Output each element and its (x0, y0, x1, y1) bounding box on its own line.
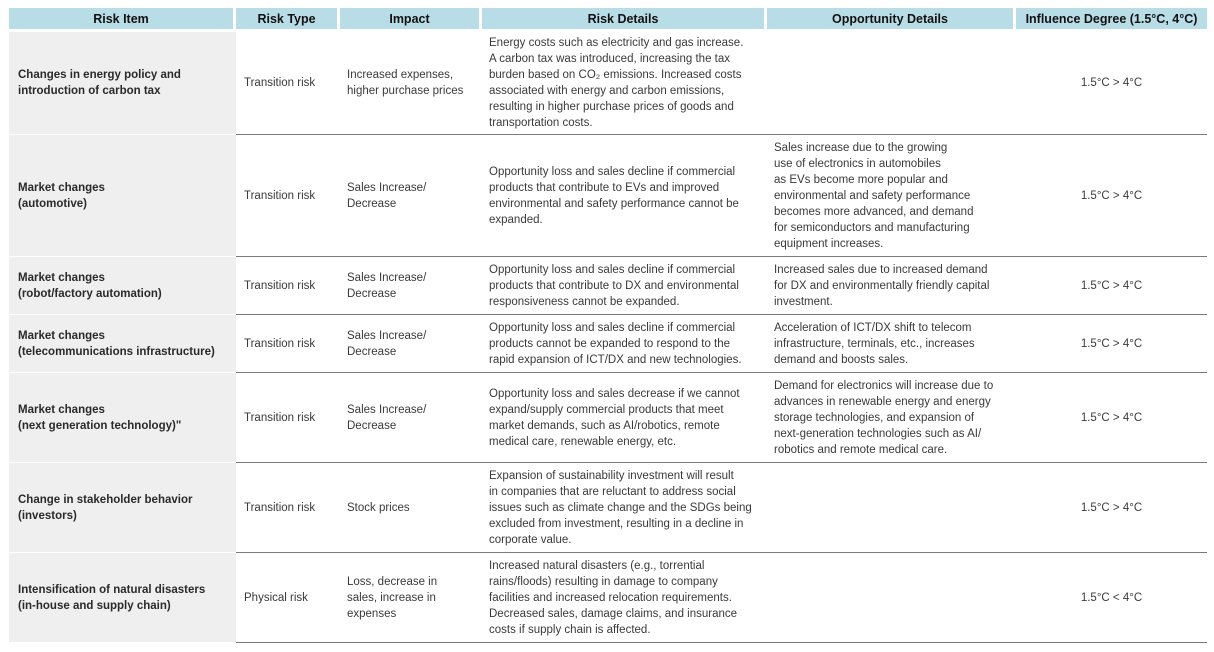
table-row (9, 315, 1207, 373)
header-opportunity-details: Opportunity Details (767, 8, 1016, 29)
impact-cell-line: Stock prices (347, 501, 410, 514)
risk-item-cell-line: (next generation technology)" (18, 419, 182, 432)
opportunity-details-cell-line: Sales increase due to the growing (774, 141, 948, 154)
risk-item-cell (9, 29, 236, 135)
risk-item-cell (9, 553, 236, 643)
risk-item-cell-line: (robot/factory automation) (18, 287, 162, 300)
opportunity-details-cell (767, 135, 1016, 257)
risk-details-cell-line: Opportunity loss and sales decline if commercial (489, 165, 736, 178)
risk-details-cell-line: Expansion of sustainability investment will result (489, 469, 734, 482)
opportunity-details-cell-line: for semiconductors and manufacturing (774, 221, 970, 234)
risk-details-cell (482, 135, 767, 257)
risk-details-cell-line: rapid expansion of ICT/DX and new technologies. (489, 353, 742, 366)
table-row (9, 29, 1207, 135)
risk-details-cell-line: medical care, renewable energy, etc. (489, 435, 677, 448)
influence-degree-cell (1016, 463, 1207, 553)
risk-item-cell-line: (telecommunications infrastructure) (18, 345, 215, 358)
risk-item-cell (9, 315, 236, 373)
risk-type-cell-line: Transition risk (244, 189, 316, 202)
risk-details-cell-line: associated with energy and carbon emissions, (489, 85, 725, 97)
opportunity-details-cell (767, 29, 1016, 135)
risk-type-cell (236, 373, 340, 463)
opportunity-details-cell (767, 257, 1016, 315)
risk-type-cell-line: Transition risk (244, 411, 316, 424)
risk-details-cell-line: burden based on CO₂ emissions. Increased costs (489, 69, 742, 81)
risk-details-cell-line: products that contribute to EVs and improved (489, 181, 720, 194)
table-row (9, 553, 1207, 643)
table-row (9, 373, 1207, 463)
risk-details-cell-line: Opportunity loss and sales decrease if we cannot (489, 387, 740, 400)
influence-degree-cell (1016, 135, 1207, 257)
influence-degree-cell-line: 1.5°C > 4°C (1080, 411, 1143, 424)
impact-cell-line: Increased expenses, (347, 69, 454, 81)
header-influence-degree: Influence Degree (1.5°C, 4°C) (1016, 8, 1207, 29)
risk-details-cell-line: issues such as climate change and the SDGs being (489, 501, 752, 514)
risk-item-cell (9, 463, 236, 553)
impact-cell (340, 553, 482, 643)
table-body (9, 29, 1207, 643)
risk-type-cell (236, 135, 340, 257)
risk-details-cell-line: resulting in higher purchase prices of goods and (489, 101, 734, 113)
influence-degree-cell (1016, 315, 1207, 373)
opportunity-details-cell-line: infrastructure, terminals, etc., increases (774, 337, 975, 350)
influence-degree-cell-line: 1.5°C > 4°C (1080, 77, 1143, 89)
risk-type-cell-line: Physical risk (244, 591, 308, 604)
impact-cell (340, 257, 482, 315)
risk-details-cell (482, 315, 767, 373)
risk-item-cell (9, 373, 236, 463)
risk-item-cell-line: (automotive) (18, 197, 87, 210)
opportunity-details-cell-line: environmental and safety performance (774, 189, 971, 202)
risk-details-cell-line: products that contribute to DX and environmental (489, 279, 739, 292)
risk-type-cell-line: Transition risk (244, 501, 316, 514)
header-impact: Impact (340, 8, 482, 29)
opportunity-details-cell-line: Acceleration of ICT/DX shift to telecom (774, 321, 972, 334)
impact-cell-line: expenses (347, 607, 397, 620)
risk-item-cell-line: Market changes (18, 329, 105, 342)
opportunity-details-cell (767, 373, 1016, 463)
risk-type-cell-line: Transition risk (244, 337, 316, 350)
table-row (9, 257, 1207, 315)
risk-details-cell-line: excluded from investment, resulting in a decline in (489, 517, 744, 530)
risk-details-cell-line: costs if supply chain is affected. (489, 623, 651, 636)
risk-details-cell-line: market demands, such as AI/robotics, remote (489, 419, 720, 432)
impact-cell (340, 373, 482, 463)
risk-details-cell-line: responsiveness cannot be expanded. (489, 295, 680, 308)
risk-type-cell (236, 463, 340, 553)
risk-item-cell-line: Change in stakeholder behavior (18, 493, 193, 506)
risk-details-cell-line: Opportunity loss and sales decline if commercial (489, 263, 736, 276)
risk-table-container (9, 8, 1207, 643)
header-risk-details: Risk Details (482, 8, 767, 29)
impact-cell (340, 315, 482, 373)
influence-degree-cell (1016, 373, 1207, 463)
opportunity-details-cell (767, 553, 1016, 643)
influence-degree-cell-line: 1.5°C > 4°C (1080, 189, 1143, 202)
risk-type-cell (236, 315, 340, 373)
risk-item-cell-line: Market changes (18, 181, 105, 194)
opportunity-details-cell-line: advances in renewable energy and energy (774, 395, 991, 408)
risk-type-cell (236, 257, 340, 315)
risk-details-cell-line: products cannot be expanded to respond to the (489, 337, 731, 350)
climate-risk-table (9, 8, 1207, 643)
opportunity-details-cell-line: robotics and remote medical care. (774, 443, 948, 456)
influence-degree-cell-line: 1.5°C > 4°C (1080, 337, 1143, 350)
risk-details-cell-line: expand/supply commercial products that meet (489, 403, 724, 416)
table-row (9, 463, 1207, 553)
opportunity-details-cell-line: use of electronics in automobiles (774, 157, 941, 170)
risk-type-cell (236, 553, 340, 643)
opportunity-details-cell-line: next-generation technologies such as AI/ (774, 427, 982, 440)
risk-details-cell-line: A carbon tax was introduced, increasing the tax (489, 53, 731, 65)
impact-cell-line: Decrease (347, 197, 397, 210)
risk-item-cell-line: (in-house and supply chain) (18, 599, 171, 612)
risk-details-cell (482, 553, 767, 643)
table-header (9, 8, 1207, 29)
opportunity-details-cell-line: Demand for electronics will increase due to (774, 379, 994, 392)
risk-item-cell-line: Market changes (18, 271, 105, 284)
risk-item-cell-line: (investors) (18, 509, 77, 522)
risk-item-cell (9, 135, 236, 257)
influence-degree-cell-line: 1.5°C > 4°C (1080, 279, 1143, 292)
impact-cell-line: Sales Increase/ (347, 329, 427, 342)
influence-degree-cell (1016, 29, 1207, 135)
impact-cell-line: sales, increase in (347, 591, 436, 604)
opportunity-details-cell (767, 463, 1016, 553)
opportunity-details-cell-line: as EVs become more popular and (774, 173, 948, 186)
impact-cell-line: Loss, decrease in (347, 575, 438, 588)
risk-item-cell-line: introduction of carbon tax (18, 85, 161, 97)
risk-details-cell-line: transportation costs. (489, 117, 593, 129)
risk-details-cell-line: rains/floods) resulting in damage to company (489, 575, 718, 588)
impact-cell (340, 135, 482, 257)
impact-cell (340, 29, 482, 135)
risk-details-cell-line: Increased natural disasters (e.g., torrential (489, 559, 705, 572)
impact-cell-line: Sales Increase/ (347, 271, 427, 284)
header-risk-item: Risk Item (9, 8, 236, 29)
risk-details-cell-line: Opportunity loss and sales decline if commercial (489, 321, 736, 334)
influence-degree-cell-line: 1.5°C < 4°C (1080, 591, 1143, 604)
risk-details-cell (482, 373, 767, 463)
opportunity-details-cell-line: demand and boosts sales. (774, 353, 909, 366)
impact-cell-line: higher purchase prices (347, 85, 464, 97)
risk-details-cell-line: environmental and safety performance cannot be (489, 197, 739, 210)
risk-details-cell-line: in companies that are reluctant to address social (489, 485, 736, 498)
risk-type-cell (236, 29, 340, 135)
table-row (9, 135, 1207, 257)
opportunity-details-cell-line: becomes more advanced, and demand (774, 205, 974, 218)
risk-details-cell-line: corporate value. (489, 533, 572, 546)
influence-degree-cell-line: 1.5°C > 4°C (1080, 501, 1143, 514)
header-risk-type: Risk Type (236, 8, 340, 29)
opportunity-details-cell-line: for DX and environmentally friendly capital (774, 279, 990, 292)
risk-type-cell-line: Transition risk (244, 77, 316, 89)
impact-cell-line: Sales Increase/ (347, 403, 427, 416)
header-row (9, 8, 1207, 29)
risk-item-cell-line: Changes in energy policy and (18, 69, 181, 81)
impact-cell-line: Decrease (347, 287, 397, 300)
risk-details-cell-line: expanded. (489, 213, 543, 226)
opportunity-details-cell (767, 315, 1016, 373)
impact-cell-line: Decrease (347, 345, 397, 358)
opportunity-details-cell-line: storage technologies, and expansion of (774, 411, 975, 424)
risk-details-cell-line: Decreased sales, damage claims, and insurance (489, 607, 738, 620)
influence-degree-cell (1016, 257, 1207, 315)
risk-details-cell (482, 257, 767, 315)
risk-details-cell-line: Energy costs such as electricity and gas increase. (489, 37, 744, 49)
impact-cell-line: Sales Increase/ (347, 181, 427, 194)
opportunity-details-cell-line: equipment increases. (774, 237, 884, 250)
influence-degree-cell (1016, 553, 1207, 643)
opportunity-details-cell-line: investment. (774, 295, 833, 308)
impact-cell (340, 463, 482, 553)
risk-details-cell (482, 29, 767, 135)
risk-item-cell-line: Market changes (18, 403, 105, 416)
risk-item-cell (9, 257, 236, 315)
impact-cell-line: Decrease (347, 419, 397, 432)
opportunity-details-cell-line: Increased sales due to increased demand (774, 263, 988, 276)
risk-item-cell-line: Intensification of natural disasters (18, 583, 206, 596)
risk-type-cell-line: Transition risk (244, 279, 316, 292)
risk-details-cell (482, 463, 767, 553)
risk-details-cell-line: facilities and increased relocation requirements. (489, 591, 732, 604)
